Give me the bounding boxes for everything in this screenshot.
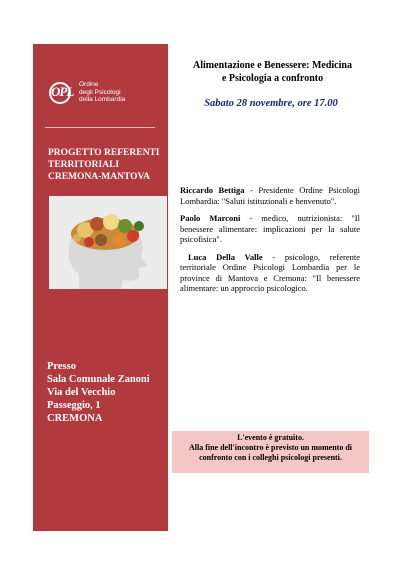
brain-food-image: [49, 196, 167, 289]
venue-block: [47, 360, 162, 425]
speaker-description: - psicologo, referente territoriale Ordine Psicologi Lombardia per le province di Mantova e Cremona: "Il benessere alimentare: un approccio psicologico.: [180, 251, 360, 293]
project-line-1: PROGETTO REFERENTI: [48, 148, 160, 158]
speaker-name: Luca Della Valle: [188, 251, 263, 262]
venue-line-4: Passeggio, 1: [47, 400, 101, 411]
speaker-item: [180, 252, 360, 294]
speaker-name: Paolo Marconi: [180, 213, 241, 223]
sidebar-divider: [45, 127, 155, 128]
speaker-name: Riccardo Bettiga: [180, 185, 245, 195]
notice-line-2: Alla fine dell'incontro è previsto un momento di: [188, 443, 353, 452]
venue-line-2: Sala Comunale Zanoni: [47, 374, 150, 385]
brain-food-icon: [49, 196, 167, 289]
free-event-notice: [172, 431, 369, 473]
project-line-2: TERRITORIALI: [48, 160, 120, 170]
speakers-list: [180, 185, 360, 301]
venue-line-3: Via del Vecchio: [47, 387, 116, 398]
event-title: [175, 59, 370, 85]
logo-letters: OPL: [51, 84, 74, 99]
title-line-2: e Psicologia a confronto: [221, 73, 324, 84]
project-title: [48, 147, 163, 183]
notice-line-1: L'evento è gratuito.: [237, 433, 304, 442]
logo-line-2: degli Psicologi: [79, 88, 121, 96]
speaker-item: [180, 185, 360, 206]
event-date: Sabato 28 novembre, ore 17.00: [204, 98, 338, 109]
logo-line-3: della Lombardia: [79, 96, 126, 103]
title-line-1: Alimentazione e Benessere: Medicina: [193, 60, 352, 71]
opl-logo: [49, 81, 149, 109]
logo-text: [79, 81, 125, 104]
speaker-item: [180, 213, 360, 245]
venue-line-1: Presso: [47, 361, 76, 372]
notice-line-3: confronto con i colleghi psicologi presenti.: [199, 453, 342, 462]
speaker-description: - medico, nutrizionista: "Il benessere alimentare: implicazioni per la salute psicofisica".: [180, 213, 360, 244]
logo-line-1: Ordine: [79, 81, 99, 88]
project-line-3: CREMONA-MANTOVA: [48, 172, 151, 182]
venue-line-5: CREMONA: [47, 413, 103, 424]
speaker-description: - Presidente Ordine Psicologi Lombardia: "Saluti istituzionali e benvenuto".: [180, 185, 360, 206]
